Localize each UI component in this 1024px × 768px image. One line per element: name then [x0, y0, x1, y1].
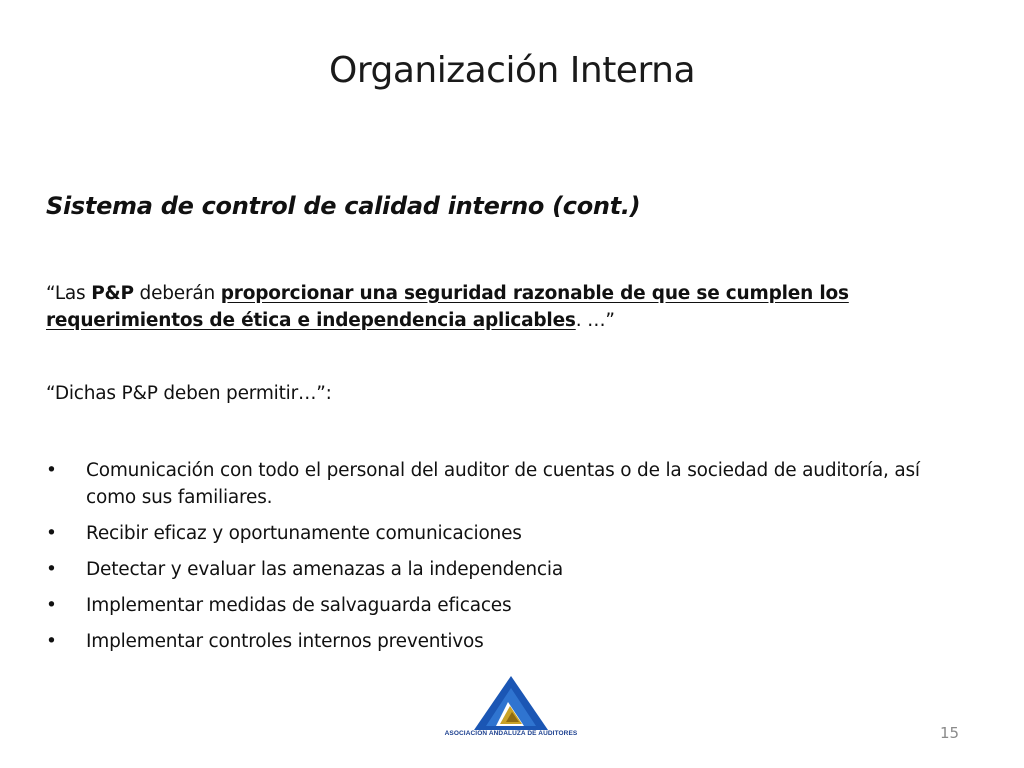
quote-close: . …”	[575, 310, 615, 331]
quote-open: “Las	[46, 283, 92, 304]
list-item	[46, 457, 926, 511]
bullet-dot: •	[46, 523, 57, 544]
triangle-logo-icon	[436, 674, 586, 730]
bullet-dot: •	[46, 559, 57, 580]
slide-subtitle: Sistema de control de calidad interno (cont.)	[46, 192, 641, 220]
list-item-text: Recibir eficaz y oportunamente comunicaciones	[86, 523, 522, 544]
slide-title: Organización Interna	[328, 50, 695, 91]
quote-middle: deberán	[133, 283, 221, 304]
bullet-dot: •	[46, 460, 57, 481]
list-item	[46, 520, 926, 547]
quote-paragraph	[46, 280, 906, 334]
list-item-text: Detectar y evaluar las amenazas a la independencia	[86, 559, 563, 580]
quote-bold-term: P&P	[91, 283, 134, 304]
bullet-dot: •	[46, 595, 57, 616]
bullet-dot: •	[46, 631, 57, 652]
list-item	[46, 556, 926, 583]
quote-underlined-text: proporcionar una seguridad razonable de que se cumplen los requerimientos de ética e independencia aplicables	[46, 283, 849, 331]
intro-line: “Dichas P&P deben permitir…”:	[46, 383, 332, 404]
list-item-text: Comunicación con todo el personal del auditor de cuentas o de la sociedad de auditoría, así como sus familiares.	[86, 460, 920, 508]
list-item	[46, 628, 926, 655]
list-item-text: Implementar medidas de salvaguarda eficaces	[86, 595, 512, 616]
list-item-text: Implementar controles internos preventivos	[86, 631, 484, 652]
bullet-list	[46, 457, 926, 664]
association-logo	[436, 674, 586, 744]
list-item	[46, 592, 926, 619]
page-number: 15	[940, 724, 960, 742]
logo-text: ASOCIACION ANDALUZA DE AUDITORES	[444, 730, 578, 737]
